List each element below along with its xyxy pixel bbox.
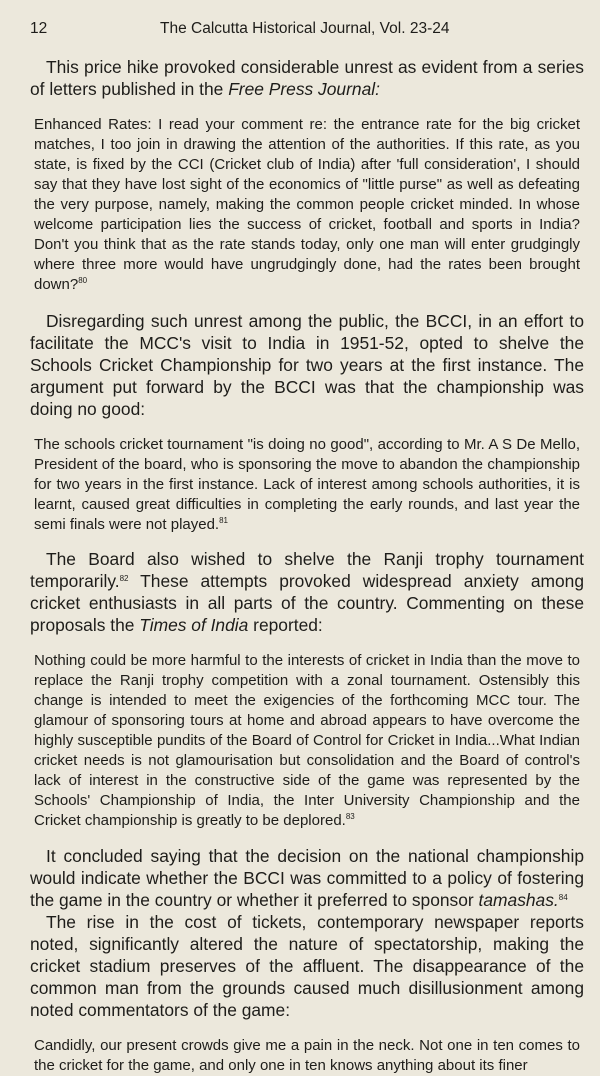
text-run: The Board also wished to shelve the Ranji trophy tournament temporarily. <box>30 549 584 591</box>
block-quote <box>30 1036 584 1076</box>
body-paragraph <box>30 310 584 420</box>
text-run: Nothing could be more harmful to the interests of cricket in India than the move to replace the Ranji trophy competition with a zonal tournament. Ostensibly this change is intended to meet the exigencies of the forthcoming MCC tour. The glamour of sponsoring tours at home and abroad appears to have overcome the highly susceptible pundits of the Board of Control for Cricket in India...What Indian cricket needs is not glamourisation but consolidation and the Board of control's lack of interest in the constructive side of the game was represented by the Schools' Championship of India, the Inter University Championship and the Cricket championship is greatly to be deplored. <box>34 652 580 829</box>
running-head <box>30 20 584 44</box>
italic-text: Times of India <box>139 615 249 635</box>
text-run: These attempts provoked widespread anxiety among cricket enthusiasts in all parts of the country. Commenting on these proposals the <box>30 571 584 635</box>
journal-title: The Calcutta Historical Journal, Vol. 23-24 <box>160 20 450 37</box>
text-run: Enhanced Rates: I read your comment re: the entrance rate for the big cricket matches, I too join in drawing the attention of the authorities. If this rate, as you state, is fixed by the CCI (Cricket club of India) after 'full consideration', I should say that they have lost sight of the economics of "little purse" as well as defeating the very purpose, namely, making the common people cricket minded. In whose welcome participation lies the success of cricket, football and sports in India? Don't you think that as the rate stands today, only one man will enter grudgingly where three more would have ungrudgingly done, had the rates been brought down? <box>34 116 580 293</box>
text-run: The schools cricket tournament "is doing no good", according to Mr. A S De Mello, President of the board, who is sponsoring the move to abandon the championship for two years in the first instance. Lack of interest among schools authorities, it is learnt, caused great difficulties in completing the early rounds, and last year the semi finals were not played. <box>34 436 580 533</box>
body-paragraph <box>30 845 584 911</box>
footnote-ref: 83 <box>345 812 355 821</box>
footnote-ref: 80 <box>78 276 88 285</box>
footnote-ref: 84 <box>558 893 568 902</box>
italic-text: tamashas. <box>478 890 559 910</box>
text-run: Candidly, our present crowds give me a pain in the neck. Not one in ten comes to the cricket for the game, and only one in ten knows anything about its finer <box>34 1037 580 1074</box>
block-quote <box>30 115 584 295</box>
footnote-ref: 82 <box>119 574 129 583</box>
body-paragraph <box>30 548 584 636</box>
text-run: It concluded saying that the decision on the national championship would indicate whether the BCCI was committed to a policy of fostering the game in the country or whether it preferred to sponsor <box>30 846 584 910</box>
text-run: This price hike provoked considerable unrest as evident from a series of letters published in the <box>30 57 584 99</box>
text-run: The rise in the cost of tickets, contemporary newspaper reports noted, significantly altered the nature of spectatorship, making the cricket stadium preserves of the affluent. The disappearance of the common man from the grounds caused much disillusionment among noted commentators of the game: <box>30 912 584 1020</box>
italic-text: Free Press Journal: <box>228 79 380 99</box>
page-number: 12 <box>30 20 48 37</box>
text-run: reported: <box>248 615 323 635</box>
block-quote <box>30 435 584 535</box>
body-paragraph <box>30 56 584 100</box>
text-run: Disregarding such unrest among the public, the BCCI, in an effort to facilitate the MCC's visit to India in 1951-52, opted to shelve the Schools Cricket Championship for two years at the first instance. The argument put forward by the BCCI was that the championship was doing no good: <box>30 311 584 419</box>
body-paragraph <box>30 911 584 1021</box>
block-quote <box>30 651 584 831</box>
footnote-ref: 81 <box>219 516 228 525</box>
